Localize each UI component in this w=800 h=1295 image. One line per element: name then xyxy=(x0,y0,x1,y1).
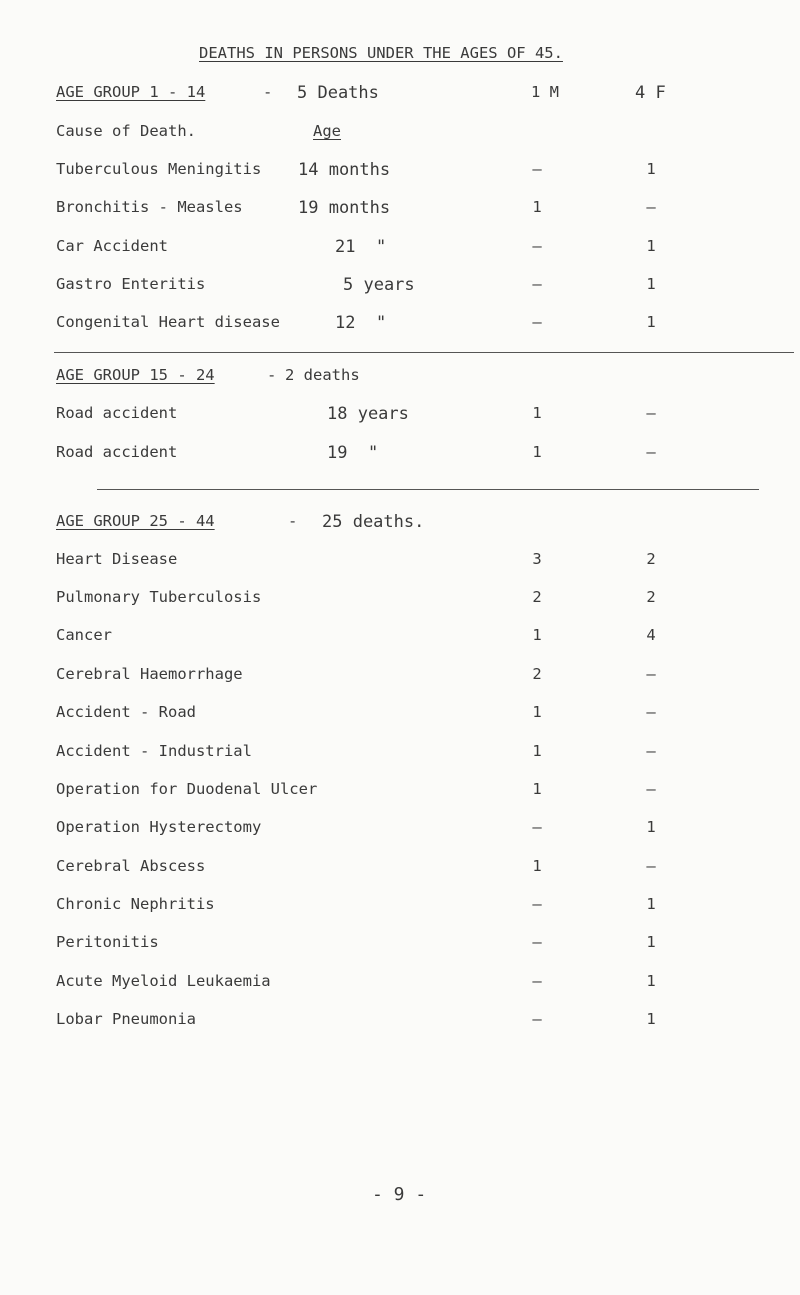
female-count: 1 xyxy=(646,313,656,331)
female-count: – xyxy=(646,857,656,875)
female-count: 1 xyxy=(646,237,656,255)
female-count: 1 xyxy=(646,972,656,990)
cause-of-death: Bronchitis - Measles xyxy=(56,198,243,216)
cause-of-death: Peritonitis xyxy=(56,933,159,951)
male-count: – xyxy=(532,313,542,331)
cause-of-death: Chronic Nephritis xyxy=(56,895,215,913)
cause-of-death: Gastro Enteritis xyxy=(56,275,206,293)
male-count: 1 xyxy=(532,703,542,721)
column-cause: Cause of Death. xyxy=(56,122,196,140)
male-count: – xyxy=(532,1010,542,1028)
cause-of-death: Acute Myeloid Leukaemia xyxy=(56,972,271,990)
group-total: 25 deaths. xyxy=(322,512,425,532)
female-count: 1 xyxy=(646,818,656,836)
female-count: 4 xyxy=(646,626,656,644)
age-at-death: 19 " xyxy=(327,443,379,463)
group-total: 5 Deaths xyxy=(297,83,379,103)
male-count: 2 xyxy=(532,588,542,606)
cause-of-death: Cerebral Haemorrhage xyxy=(56,665,243,683)
male-count: – xyxy=(532,933,542,951)
age-at-death: 12 " xyxy=(335,313,387,333)
age-at-death: 21 " xyxy=(335,237,387,257)
cause-of-death: Pulmonary Tuberculosis xyxy=(56,588,262,606)
group-heading: AGE GROUP 25 - 44 xyxy=(56,512,215,530)
male-count: 1 xyxy=(532,857,542,875)
male-count: 3 xyxy=(532,550,542,568)
male-count: 1 xyxy=(532,198,542,216)
cause-of-death: Accident - Industrial xyxy=(56,742,252,760)
cause-of-death: Car Accident xyxy=(56,237,168,255)
cause-of-death: Cerebral Abscess xyxy=(56,857,206,875)
female-count: – xyxy=(646,742,656,760)
male-count: – xyxy=(532,237,542,255)
female-count: 1 xyxy=(646,1010,656,1028)
male-count: 1 xyxy=(532,780,542,798)
group-dash: - xyxy=(288,512,298,530)
cause-of-death: Tuberculous Meningitis xyxy=(56,160,262,178)
page-title: DEATHS IN PERSONS UNDER THE AGES OF 45. xyxy=(199,44,563,62)
female-count: – xyxy=(646,443,656,461)
age-at-death: 19 months xyxy=(298,198,391,218)
column-female: 4 F xyxy=(635,83,666,103)
group-dash: - xyxy=(267,366,277,384)
male-count: 1 xyxy=(532,742,542,760)
male-count: – xyxy=(532,972,542,990)
cause-of-death: Lobar Pneumonia xyxy=(56,1010,196,1028)
cause-of-death: Accident - Road xyxy=(56,703,196,721)
male-count: 1 xyxy=(532,626,542,644)
age-at-death: 18 years xyxy=(327,404,409,424)
group-heading: AGE GROUP 15 - 24 xyxy=(56,366,215,384)
cause-of-death: Operation for Duodenal Ulcer xyxy=(56,780,318,798)
female-count: – xyxy=(646,703,656,721)
female-count: 1 xyxy=(646,160,656,178)
female-count: 2 xyxy=(646,550,656,568)
cause-of-death: Operation Hysterectomy xyxy=(56,818,262,836)
male-count: 2 xyxy=(532,665,542,683)
page-number: - 9 - xyxy=(372,1184,427,1205)
cause-of-death: Cancer xyxy=(56,626,112,644)
cause-of-death: Congenital Heart disease xyxy=(56,313,280,331)
column-age: Age xyxy=(313,122,341,140)
group-heading: AGE GROUP 1 - 14 xyxy=(56,83,206,101)
female-count: – xyxy=(646,780,656,798)
male-count: – xyxy=(532,895,542,913)
column-male: 1 M xyxy=(531,83,559,101)
female-count: 1 xyxy=(646,933,656,951)
female-count: – xyxy=(646,404,656,422)
male-count: 1 xyxy=(532,443,542,461)
cause-of-death: Heart Disease xyxy=(56,550,178,568)
female-count: – xyxy=(646,198,656,216)
age-at-death: 5 years xyxy=(343,275,415,295)
male-count: – xyxy=(532,160,542,178)
female-count: 2 xyxy=(646,588,656,606)
section-divider xyxy=(97,489,759,490)
age-at-death: 14 months xyxy=(298,160,391,180)
cause-of-death: Road accident xyxy=(56,404,178,422)
male-count: 1 xyxy=(532,404,542,422)
male-count: – xyxy=(532,818,542,836)
female-count: – xyxy=(646,665,656,683)
male-count: – xyxy=(532,275,542,293)
female-count: 1 xyxy=(646,275,656,293)
group-total: 2 deaths xyxy=(285,366,360,384)
female-count: 1 xyxy=(646,895,656,913)
cause-of-death: Road accident xyxy=(56,443,178,461)
group-dash: - xyxy=(263,83,273,101)
section-divider xyxy=(54,352,794,353)
